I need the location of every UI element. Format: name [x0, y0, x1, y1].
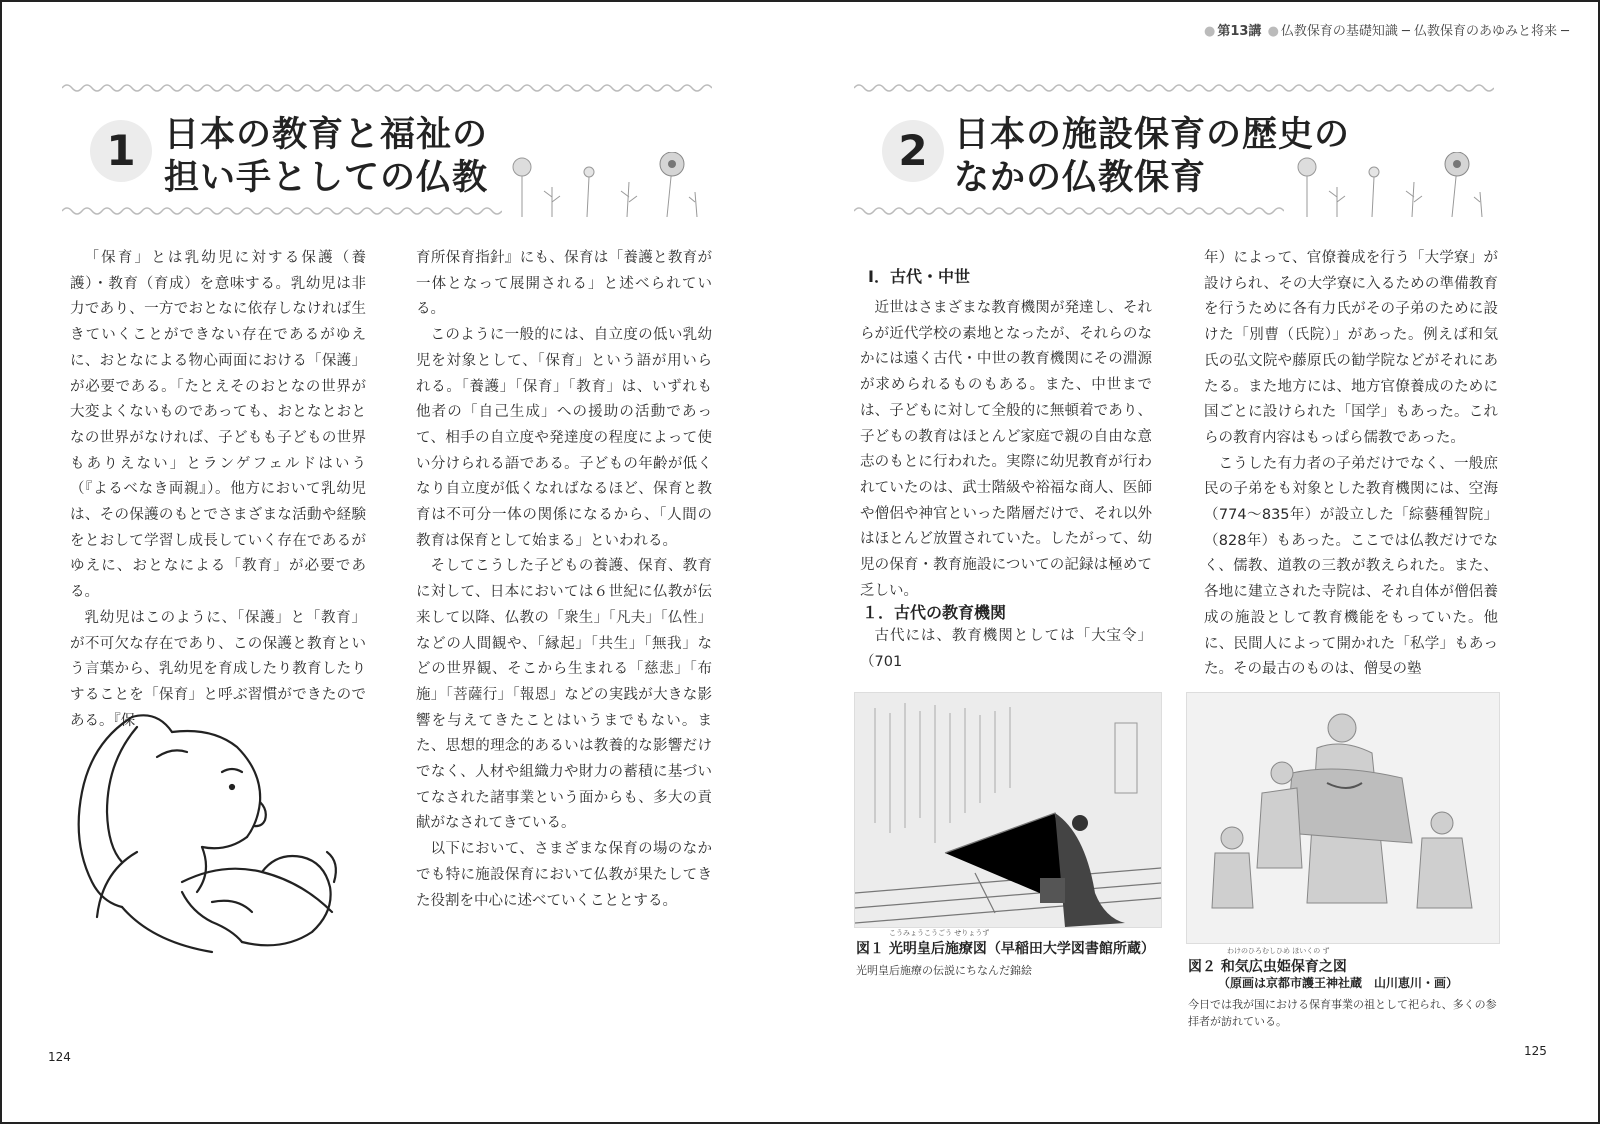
wavy-divider-bottom-right — [854, 205, 1284, 217]
flower-illustration — [1292, 152, 1497, 217]
caption-ruby: こうみょうこうごう せりょうず — [889, 929, 990, 937]
paragraph: 近世はさまざまな教育機関が発達し、それらが近代学校の素地となったが、それらのなかには遠く古代・中世の教育機関にその淵源が求められるものもある。また、中世までは、子どもに対して全般的に無頓着であり、子どもの教育はほとんど家庭で親の自由な意志のもとに行われた。実際に幼児教育が行われていたのは、武士階級や裕福な商人、医師や僧侶や神官といった階層だけで、それ以外はほとんど放置されていた。したがって、幼児の保育・教育施設についての記録は極めて乏しい。 — [860, 300, 1152, 599]
page-number-left: 124 — [48, 1050, 71, 1064]
section-heading-line1: 日本の施設保育の歴史の — [954, 115, 1351, 155]
figure-2-caption: 図２ 和気広虫姫保育之図 — [1188, 959, 1347, 975]
paragraph: こうした有力者の子弟だけでなく、一般庶民の子弟をも対象とした教育機関には、空海（774～835年）が設立した「綜藝種智院」（828年）もあった。ここでは仏教だけでなく、儒教、道教の三教が教えられた。また、各地に建立された寺院は、それ自体が僧侶養成の施設として教育機能をもっていた。他に、民間人によって開かれた「私学」もあった。その最古のものは、僧旻の塾 — [1204, 455, 1498, 678]
painting-image — [1187, 693, 1499, 943]
paragraph: このように一般的には、自立度の低い乳幼児を対象として、「保育」という語が用いられる。「養護」「保育」「教育」は、いずれも他者の「自己生成」への援助の活動であって、相手の自立度や発達度の程度によって使い分けられる語である。子どもの年齢が低くなり自立度が低くなればなるほど、保育と教育は不可分一体の関係になるから、「人間の教育は保育として始まる」といわれる。 — [416, 327, 712, 549]
left-column-1 — [70, 246, 366, 734]
left-column-2 — [416, 246, 712, 914]
sub-subsection-title: １．古代の教育機関 — [862, 603, 1007, 622]
paragraph: 乳幼児はこのように、「保護」と「教育」が不可欠な存在であり、この保護と教育という言葉から、乳幼児を育成したり教育したりすることを「保育」と呼ぶ習慣ができたのである。『保 — [70, 609, 366, 729]
chapter-label: 第13講 — [1217, 24, 1262, 39]
figure-2-caption-sub: （原画は京都市護王神社蔵 山川恵川・画） — [1218, 976, 1459, 990]
right-column-1-continued — [860, 624, 1152, 675]
figure-1-caption: 図１ 光明皇后施療図（早稲田大学図書館所蔵） — [856, 941, 1155, 957]
woodblock-print-image — [855, 693, 1161, 927]
figure-2-description: 今日では我が国における保育事業の祖として祀られ、多くの参拝者が訪れている。 — [1188, 998, 1497, 1028]
figure-2-image — [1186, 692, 1500, 944]
mother-feeding-baby-illustration — [62, 702, 352, 962]
bullet-icon: ● — [1204, 24, 1216, 39]
flower-illustration — [507, 152, 712, 217]
section-heading-line2: なかの仏教保育 — [954, 158, 1207, 198]
chapter-title: 仏教保育の基礎知識 ─ 仏教保育のあゆみと将来 ─ — [1280, 24, 1569, 39]
running-header — [1202, 20, 1569, 39]
section-number-badge: 1 — [90, 120, 152, 182]
paragraph: 以下において、さまざまな保育の場のなかでも特に施設保育において仏教が果たしてきた役割を中心に述べていくこととする。 — [416, 841, 712, 909]
page-number-right: 125 — [1524, 1044, 1547, 1058]
right-column-1 — [860, 296, 1152, 604]
paragraph: 育所保育指針』にも、保育は「養護と教育が一体となって展開される」と述べられている。 — [416, 250, 712, 318]
caption-ruby: わけのひろむしひめ ほいくの ず — [1227, 947, 1330, 955]
subsection-title: Ⅰ．古代・中世 — [868, 267, 970, 286]
paragraph: 古代には、教育機関としては「大宝令」（701 — [860, 628, 1152, 670]
paragraph: 年）によって、官僚養成を行う「大学寮」が設けられ、その大学寮に入るための準備教育を行うために各有力氏がその子弟のために設けた「別曹（氏院）」があった。例えば和気氏の弘文院や藤原氏の勧学院などがそれにあたる。また地方には、地方官僚養成のために国ごとに設けられた「国学」もあった。これらの教育内容はもっぱら儒教であった。 — [1204, 250, 1498, 446]
figure-1-image — [854, 692, 1162, 928]
figure-1-description: 光明皇后施療の伝説にちなんだ錦絵 — [856, 964, 1032, 977]
section-heading-line2: 担い手としての仏教 — [164, 158, 489, 198]
paragraph: そしてこうした子どもの養護、保育、教育に対して、日本においては６世紀に仏教が伝来して以降、仏教の「衆生」「凡夫」「仏性」などの人間観や、「縁起」「共生」「無我」などの世界観、そこから生まれる「慈悲」「布施」「菩薩行」「報恩」などの実践が大きな影響を与えてきたことはいうまでもない。また、思想的理念的あるいは教養的な影響だけでなく、人材や組織力や財力の蓄積に基づいてなされた諸事業という面からも、多大の貢献がなされてきている。 — [416, 558, 712, 832]
wavy-divider-bottom-left — [62, 205, 502, 217]
section-heading-line1: 日本の教育と福祉の — [164, 115, 489, 155]
paragraph: 「保育」とは乳幼児に対する保護（養護）・教育（育成）を意味する。乳幼児は非力であり、一方でおとなに依存しなければ生きていくことができない存在であるがゆえに、おとなによる物心両面における「保護」が必要である。「たとえそのおとなの世界が大変よくないものであっても、おとなとおとなの世界がなければ、子どもも子どもの世界もありえない」とランゲフェルドはいう（『よるべなき両親』）。他方において乳幼児は、その保護のもとでさまざまな活動や経験をとおして学習し成長していく存在であるがゆえに、おとなによる「教育」が必要である。 — [70, 250, 366, 601]
wavy-divider-top-right — [854, 82, 1494, 94]
right-column-2 — [1204, 246, 1498, 683]
section-number-badge: 2 — [882, 120, 944, 182]
bullet-icon: ● — [1267, 24, 1279, 39]
wavy-divider-top-left — [62, 82, 712, 94]
